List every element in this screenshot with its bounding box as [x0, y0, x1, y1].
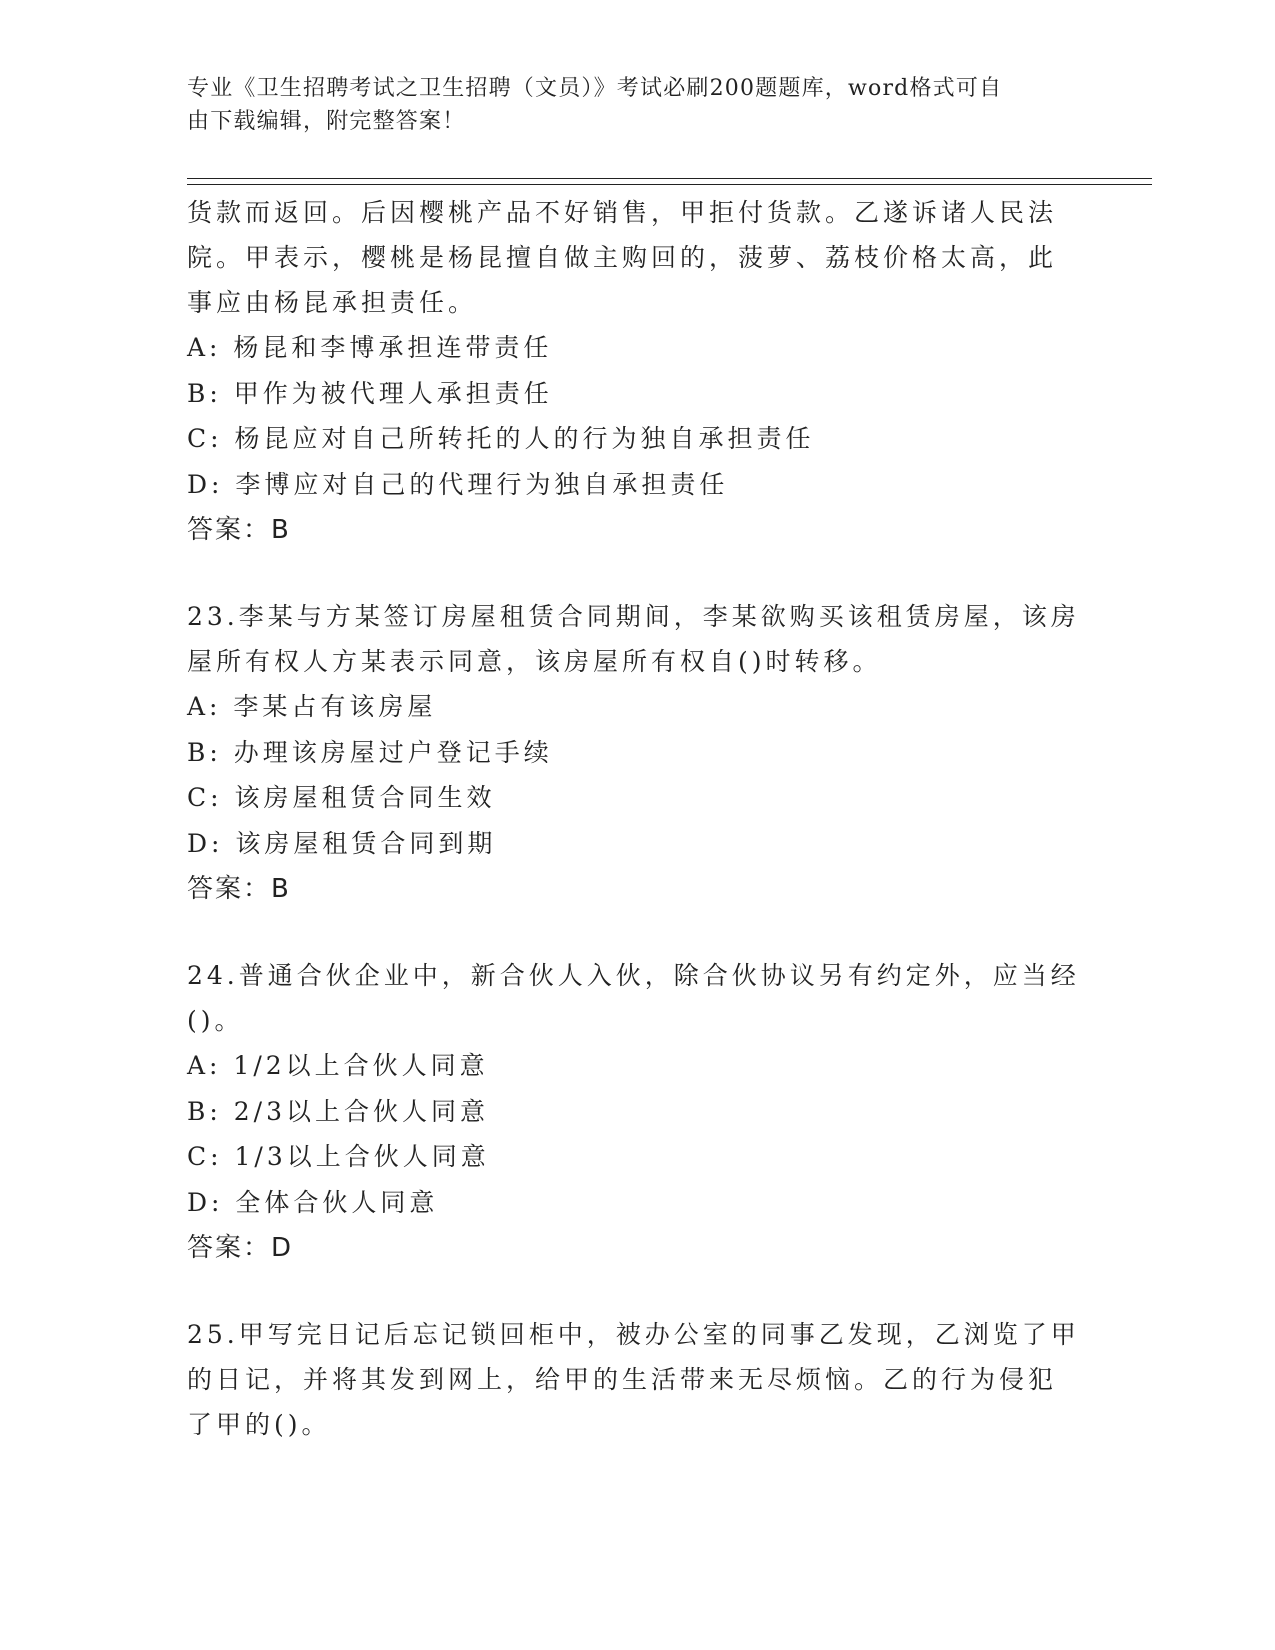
- question-text-line: 25.甲写完日记后忘记锁回柜中，被办公室的同事乙发现，乙浏览了甲: [187, 1320, 1080, 1349]
- option-a: A: 杨昆和李博承担连带责任: [187, 333, 553, 362]
- question-text-line: 院。甲表示，樱桃是杨昆擅自做主购回的，菠萝、荔枝价格太高，此: [187, 243, 1058, 272]
- question-text-line: 24.普通合伙企业中，新合伙人入伙，除合伙协议另有约定外，应当经: [187, 961, 1080, 990]
- header-line-1: 专业《卫生招聘考试之卫生招聘（文员）》考试必刷200题题库，word格式可自: [187, 76, 1003, 101]
- option-d: D: 李博应对自己的代理行为独自承担责任: [187, 469, 729, 499]
- option-c: C: 该房屋租赁合同生效: [187, 783, 496, 812]
- answer: 答案：D: [187, 1233, 294, 1263]
- question-text-line: ()。: [187, 1006, 244, 1035]
- question-text-line: 屋所有权人方某表示同意，该房屋所有权自()时转移。: [187, 647, 882, 676]
- option-b: B: 甲作为被代理人承担责任: [187, 378, 553, 408]
- question-text-line: 23.李某与方某签订房屋租赁合同期间，李某欲购买该租赁房屋，该房: [187, 602, 1080, 631]
- option-c: C: 杨昆应对自己所转托的人的行为独自承担责任: [187, 424, 815, 453]
- question-text-line: 的日记，并将其发到网上，给甲的生活带来无尽烦恼。乙的行为侵犯: [187, 1365, 1058, 1394]
- document-header: [187, 72, 1067, 138]
- option-a: A: 1/2以上合伙人同意: [187, 1051, 489, 1080]
- question-22-continuation: [187, 190, 1087, 553]
- question-25: [187, 1312, 1087, 1447]
- option-c: C: 1/3以上合伙人同意: [187, 1142, 490, 1171]
- header-rule-top: [187, 178, 1152, 179]
- question-24: [187, 953, 1087, 1271]
- option-a: A: 李某占有该房屋: [187, 692, 437, 721]
- option-b: B: 办理该房屋过户登记手续: [187, 737, 553, 767]
- question-text-line: 了甲的()。: [187, 1410, 331, 1439]
- document-body: [187, 190, 1087, 1447]
- option-b: B: 2/3以上合伙人同意: [187, 1096, 489, 1126]
- option-d: D: 全体合伙人同意: [187, 1187, 439, 1217]
- question-text-line: 事应由杨昆承担责任。: [187, 288, 478, 317]
- header-line-2: 由下载编辑，附完整答案！: [187, 109, 466, 134]
- option-d: D: 该房屋租赁合同到期: [187, 828, 497, 858]
- header-rule-bottom: [187, 184, 1152, 185]
- question-text-line: 货款而返回。后因樱桃产品不好销售，甲拒付货款。乙遂诉诸人民法: [187, 198, 1058, 227]
- answer: 答案：B: [187, 515, 291, 545]
- question-23: [187, 594, 1087, 912]
- answer: 答案：B: [187, 874, 291, 904]
